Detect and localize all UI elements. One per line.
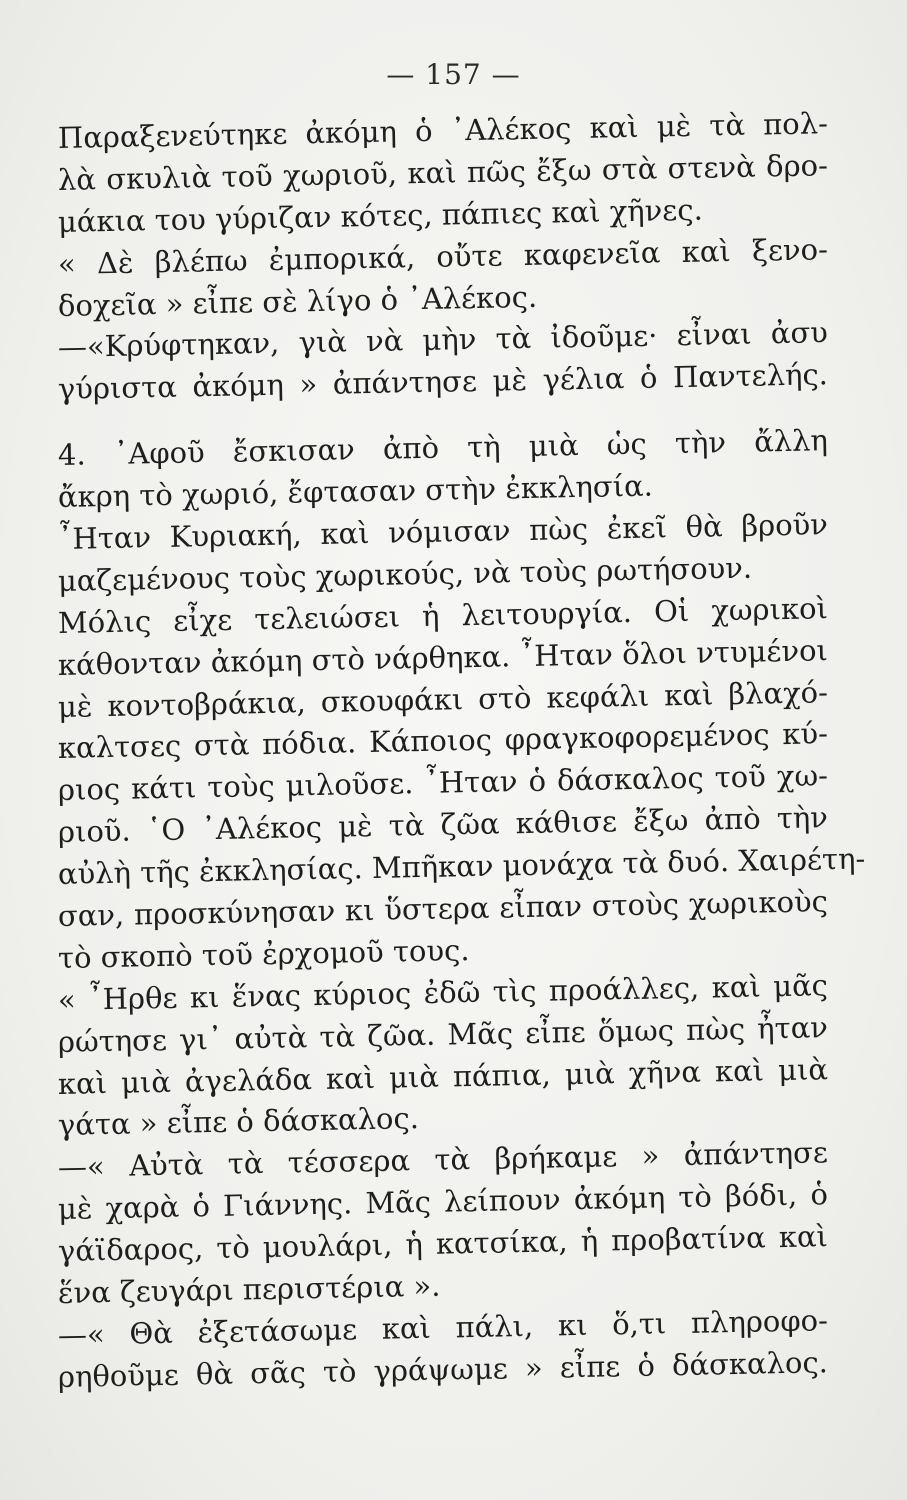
- text-line: τὸ σκοπὸ τοῦ ἐρχομοῦ τους.: [57, 933, 470, 975]
- text-line: ῏Ηταν Κυριακή, καὶ νόμισαν πὼς ἐκεῖ θὰ βροῦν: [57, 507, 829, 557]
- text-line: γύριστα ἀκόμη » ἀπάντησε μὲ γέλια ὁ Παντελής.: [57, 357, 829, 407]
- text-line: μάκια του γύριζαν κότες, πάπιες καὶ χῆνες.: [57, 192, 704, 239]
- text-line: δοχεῖα » εἶπε σὲ λίγο ὁ ᾽Αλέκος.: [57, 279, 538, 323]
- text-line: —«Κρύφτηκαν, γιὰ νὰ μὴν τὰ ἰδοῦμε· εἶναι ἀσυ: [57, 315, 829, 365]
- text-line: ριοῦ. ῾Ο ᾽Αλέκος μὲ τὰ ζῶα κάθισε ἔξω ἀπὸ τὴν: [57, 800, 829, 850]
- text-line: καὶ μιὰ ἀγελάδα καὶ μιὰ πάπια, μιὰ χῆνα καὶ μιὰ: [57, 1051, 829, 1101]
- text-line: καλτσες στὰ πόδια. Κάποιος φραγκοφορεμένος κύ-: [57, 716, 829, 766]
- text-line: ἕνα ζευγάρι περιστέρια ».: [57, 1268, 441, 1311]
- text-line: γάτα » εἶπε ὁ δάσκαλος.: [57, 1101, 420, 1143]
- text-line: Παραξενεύτηκε ἀκόμη ὁ ᾽Αλέκος καὶ μὲ τὰ πολ-: [57, 106, 829, 155]
- text-line: μὲ χαρὰ ὁ Γιάννης. Μᾶς λείπουν ἀκόμη τὸ βόδι, ὁ: [57, 1177, 829, 1227]
- text-line: ρώτησε γι᾽ αὐτὰ τὰ ζῶα. Μᾶς εἶπε ὅμως πὼς ἦταν: [57, 1009, 829, 1059]
- text-line: —« Αὐτὰ τὰ τέσσερα τὰ βρήκαμε » ἀπάντησε: [57, 1135, 829, 1185]
- text-line: 4. ᾽Αφοῦ ἔσκισαν ἀπὸ τὴ μιὰ ὡς τὴν ἄλλη: [57, 423, 829, 473]
- text-line: μὲ κοντοβράκια, σκουφάκι στὸ κεφάλι καὶ βλαχό-: [57, 674, 829, 724]
- text-line: ρηθοῦμε θὰ σᾶς τὸ γράψωμε » εἶπε ὁ δάσκαλος.: [57, 1345, 829, 1394]
- text-line: αὐλὴ τῆς ἐκκλησίας. Μπῆκαν μονάχα τὰ δυό. Χαιρέτη-: [57, 841, 866, 892]
- text-line: ἄκρη τὸ χωριό, ἔφτασαν στὴν ἐκκλησία.: [57, 468, 654, 515]
- text-line: μαζεμένους τοὺς χωρικούς, νὰ τοὺς ρωτήσουν.: [57, 550, 753, 598]
- text-line: κάθονταν ἀκόμη στὸ νάρθηκα. ῏Ηταν ὅλοι ντυμένοι: [57, 632, 829, 682]
- body-text: [57, 106, 866, 1399]
- text-line: Μόλις εἶχε τελειώσει ἡ λειτουργία. Οἱ χωρικοὶ: [57, 591, 829, 640]
- text-line: ριος κάτι τοὺς μιλοῦσε. ῏Ηταν ὁ δάσκαλος τοῦ χω-: [57, 758, 829, 808]
- text-line: « Δὲ βλέπω ἐμπορικά, οὔτε καφενεῖα καὶ ξενο-: [57, 231, 829, 281]
- text-line: σαν, προσκύνησαν κι ὕστερα εἶπαν στοὺς χωρικοὺς: [57, 884, 829, 934]
- text-line: γάϊδαρος, τὸ μουλάρι, ἡ κατσίκα, ἡ προβατίνα καὶ: [57, 1219, 829, 1269]
- page-number: — 157 —: [386, 58, 521, 91]
- text-line: —« Θὰ ἐξετάσωμε καὶ πάλι, κι ὅ,τι πληροφο-: [57, 1303, 829, 1352]
- text-line: « ῏Ηρθε κι ἕνας κύριος ἐδῶ τὶς προάλλες, καὶ μᾶς: [57, 968, 829, 1017]
- text-line: λὰ σκυλιὰ τοῦ χωριοῦ, καὶ πῶς ἔξω στὰ στενὰ δρο-: [57, 148, 829, 197]
